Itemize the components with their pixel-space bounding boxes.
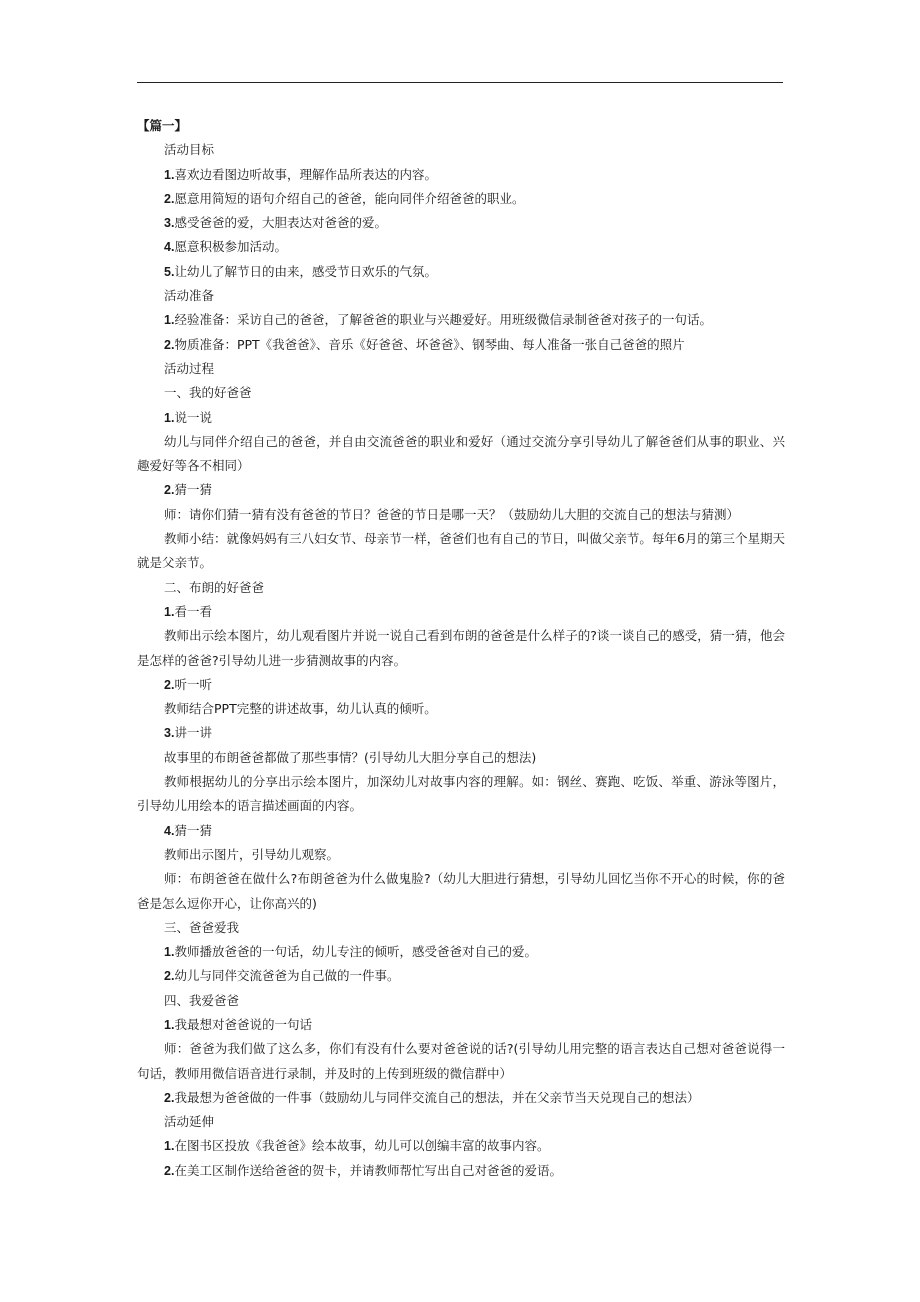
item-text: 猜一猜 — [174, 822, 212, 838]
item-number: 1. — [164, 167, 175, 182]
section-line: 活动准备 — [164, 288, 215, 304]
list-item — [137, 1134, 785, 1158]
item-number: 2. — [164, 1163, 175, 1178]
item-text: 喜欢边看图边听故事，理解作品所表达的内容。 — [174, 166, 437, 182]
list-item — [137, 1159, 785, 1183]
document-body — [137, 114, 785, 1183]
item-number: 3. — [164, 216, 175, 231]
section-line: 一、我的好爸爸 — [164, 385, 252, 401]
section-line: 教师出示图片，引导幼儿观察。 — [164, 846, 340, 862]
list-item — [137, 1013, 785, 1037]
item-text: 听一听 — [174, 676, 212, 692]
paragraph: 师：布朗爸爸在做什么?布朗爸爸为什么做鬼脸?（幼儿大胆进行猜想，引导幼儿回忆当你不开心的时候，你的爸爸是怎么逗你开心，让你高兴的) — [137, 871, 785, 911]
item-text: 我最想对爸爸说的一句话 — [174, 1016, 312, 1032]
header-rule — [137, 82, 783, 83]
list-item — [137, 211, 785, 235]
item-number: 2. — [164, 483, 175, 498]
item-text: 在图书区投放《我爸爸》绘本故事，幼儿可以创编丰富的故事内容。 — [174, 1138, 550, 1154]
item-number: 2. — [164, 969, 175, 984]
section-line: 活动延伸 — [164, 1114, 215, 1130]
item-text: 教师播放爸爸的一句话，幼儿专注的倾听，感受爸爸对自己的爱。 — [174, 944, 537, 960]
paragraph: 教师小结：就像妈妈有三八妇女节、母亲节一样，爸爸们也有自己的节日，叫做父亲节。每年6月的第三个星期天就是父亲节。 — [137, 531, 785, 571]
item-number: 2. — [164, 337, 175, 352]
item-text: 讲一讲 — [174, 725, 212, 741]
list-item — [137, 406, 785, 430]
item-number: 2. — [164, 677, 175, 692]
list-item — [137, 163, 785, 187]
item-number: 3. — [164, 726, 175, 741]
item-number: 1. — [164, 604, 175, 619]
item-text: 在美工区制作送给爸爸的贺卡，并请教师帮忙写出自己对爸爸的爱语。 — [174, 1162, 562, 1178]
paragraph: 教师出示绘本图片，幼儿观看图片并说一说自己看到布朗的爸爸是什么样子的?谈一谈自己的感受，猜一猜，他会是怎样的爸爸?引导幼儿进一步猜测故事的内容。 — [137, 628, 785, 668]
document-heading: 【篇一】 — [137, 118, 188, 133]
item-text: 经验准备：采访自己的爸爸，了解爸爸的职业与兴趣爱好。用班级微信录制爸爸对孩子的一句话。 — [174, 312, 712, 328]
item-number: 1. — [164, 410, 175, 425]
item-number: 1. — [164, 1139, 175, 1154]
item-number: 2. — [164, 191, 175, 206]
paragraph: 教师根据幼儿的分享出示绘本图片，加深幼儿对故事内容的理解。如：钢丝、赛跑、吃饭、举重、游泳等图片，引导幼儿用绘本的语言描述画面的内容。 — [137, 774, 785, 814]
section-line: 活动过程 — [164, 360, 215, 376]
list-item — [137, 721, 785, 745]
section-line: 师：请你们猜一猜有没有爸爸的节日？爸爸的节日是哪一天？（鼓励幼儿大胆的交流自己的想法与猜测） — [164, 506, 740, 522]
item-number: 1. — [164, 945, 175, 960]
item-text: 说一说 — [174, 409, 212, 425]
list-item — [137, 940, 785, 964]
list-item — [137, 260, 785, 284]
item-text: 愿意用简短的语句介绍自己的爸爸，能向同伴介绍爸爸的职业。 — [174, 190, 525, 206]
section-line: 活动目标 — [164, 142, 215, 158]
item-text: 感受爸爸的爱，大胆表达对爸爸的爱。 — [174, 215, 387, 231]
section-line: 二、布朗的好爸爸 — [164, 579, 265, 595]
section-line: 教师结合PPT完整的讲述故事，幼儿认真的倾听。 — [164, 701, 437, 717]
list-item — [137, 600, 785, 624]
section-line: 四、我爱爸爸 — [164, 992, 240, 1008]
item-text: 幼儿与同伴交流爸爸为自己做的一件事。 — [174, 968, 400, 984]
list-item — [137, 235, 785, 259]
section-line: 三、爸爸爱我 — [164, 919, 240, 935]
item-number: 5. — [164, 264, 175, 279]
item-text: 让幼儿了解节日的由来，感受节日欢乐的气氛。 — [174, 263, 437, 279]
list-item — [137, 819, 785, 843]
item-text: 物质准备：PPT《我爸爸》、音乐《好爸爸、坏爸爸》、钢琴曲、每人准备一张自己爸爸的照片 — [174, 336, 685, 352]
paragraph: 师：爸爸为我们做了这么多，你们有没有什么要对爸爸说的话?(引导幼儿用完整的语言表达自己想对爸爸说得一句话，教师用微信语音进行录制，并及时的上传到班级的微信群中） — [137, 1041, 785, 1081]
item-number: 1. — [164, 313, 175, 328]
paragraph: 幼儿与同伴介绍自己的爸爸，并自由交流爸爸的职业和爱好（通过交流分享引导幼儿了解爸爸们从事的职业、兴趣爱好等各不相同） — [137, 433, 785, 474]
list-item — [137, 964, 785, 988]
list-item — [137, 333, 785, 357]
item-number: 4. — [164, 823, 175, 838]
item-text: 看一看 — [174, 603, 212, 619]
item-number: 1. — [164, 1017, 175, 1032]
list-item — [137, 308, 785, 332]
list-item — [137, 673, 785, 697]
item-text: 愿意积极参加活动。 — [174, 239, 287, 255]
item-number: 4. — [164, 240, 175, 255]
item-text: 我最想为爸爸做的一件事（鼓励幼儿与同伴交流自己的想法，并在父亲节当天兑现自己的想法） — [174, 1089, 700, 1105]
section-line: 故事里的布朗爸爸都做了那些事情？(引导幼儿大胆分享自己的想法) — [164, 749, 537, 765]
list-item — [137, 1086, 785, 1110]
list-item — [137, 187, 785, 211]
list-item — [137, 478, 785, 502]
item-text: 猜一猜 — [174, 482, 212, 498]
item-number: 2. — [164, 1090, 175, 1105]
